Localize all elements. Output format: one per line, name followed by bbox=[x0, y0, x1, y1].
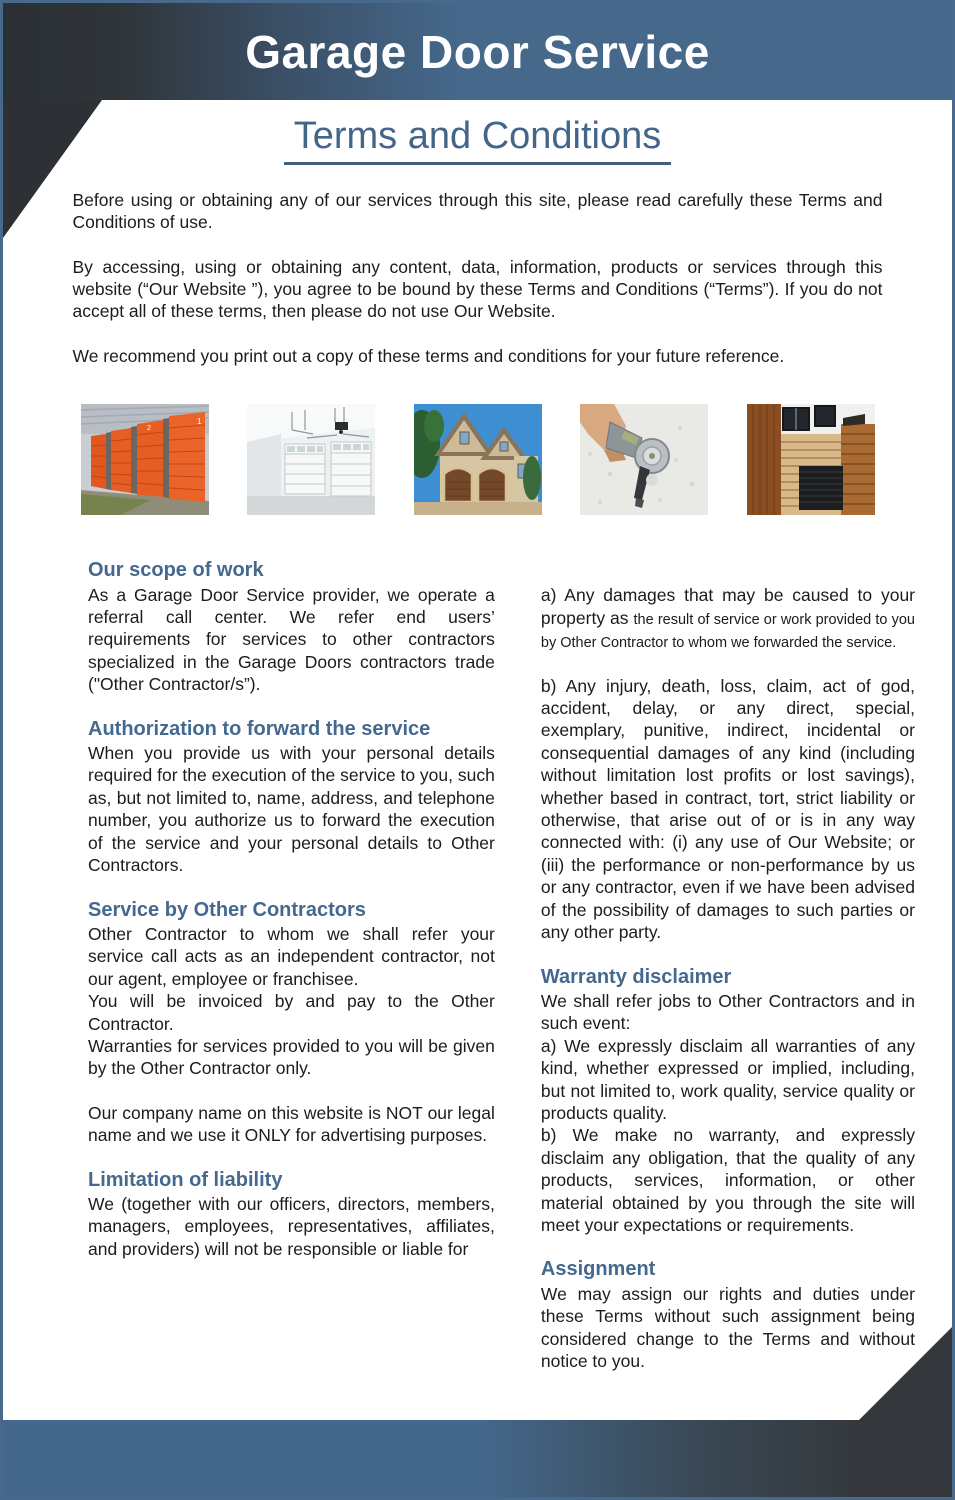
section-heading-authorization: Authorization to forward the service bbox=[88, 717, 431, 740]
right-column bbox=[541, 584, 915, 1372]
scope-paragraph: As a Garage Door Service provider, we operate a referral call center. We refer end users’ requirements for services to other contractors specialized in the Garage Doors contractors trade ("Other Contractor/s”). bbox=[88, 584, 495, 695]
photo-storage-doors bbox=[81, 404, 209, 515]
warranty-line-1: We shall refer jobs to Other Contractors and in such event: bbox=[540, 990, 915, 1034]
section-heading-service-by-others: Service by Other Contractors bbox=[88, 898, 366, 921]
section-heading-warranty: Warranty disclaimer bbox=[540, 965, 732, 988]
section-heading-assignment: Assignment bbox=[540, 1258, 656, 1281]
warranty-line-2: a) We expressly disclaim all warranties of any kind, whether expressed or implied, including, but not limited to, work quality, service quality or products quality. bbox=[540, 1035, 915, 1123]
svg-text:2: 2 bbox=[146, 425, 151, 433]
liability-item-a-lead: a) Any damages that may be caused to your property as bbox=[540, 585, 915, 628]
section-heading-liability: Limitation of liability bbox=[88, 1168, 283, 1191]
section-heading-scope: Our scope of work bbox=[88, 559, 264, 582]
content-area bbox=[3, 100, 952, 1372]
document-heading-wrap bbox=[3, 116, 952, 165]
liability-item-a-rest: the result of service or work provided to you by Other Contractor to whom we forwarded the service. bbox=[540, 611, 915, 651]
photo-house-garage bbox=[414, 404, 542, 515]
intro-paragraph-2: By accessing, using or obtaining any content, data, information, products or services through this website (“Our Website ”), you agree to be bound by these Terms and Conditions (“Terms”). If you do not accept all of these terms, then please do not use Our Website. bbox=[72, 256, 883, 322]
photo-garage-interior bbox=[247, 404, 375, 515]
svg-text:1: 1 bbox=[196, 417, 201, 427]
company-name-paragraph: Our company name on this website is NOT our legal name and we use it ONLY for advertising purposes. bbox=[88, 1102, 495, 1146]
warranty-line-3: b) We make no warranty, and expressly disclaim any obligation, that the quality of any products, services, information, or other material obtained by you through the site will meet your expectations or requirements. bbox=[540, 1125, 915, 1235]
service-by-others-line-2: You will be invoiced by and pay to the Other Contractor. bbox=[88, 991, 495, 1034]
photo-strip bbox=[81, 404, 875, 515]
service-by-others-line-3: Warranties for services provided to you will be given by the Other Contractor only. bbox=[88, 1035, 495, 1079]
intro-paragraph-3: We recommend you print out a copy of these terms and conditions for your future reference. bbox=[72, 345, 785, 366]
header-band bbox=[3, 3, 952, 100]
liability-paragraph: We (together with our officers, directors, members, managers, employees, representatives, affiliates, and providers) will not be responsible or liable for bbox=[88, 1193, 495, 1259]
intro-paragraph-1: Before using or obtaining any of our services through this site, please read carefully these Terms and Conditions of use. bbox=[72, 189, 883, 233]
service-by-others-line-1: Other Contractor to whom we shall refer your service call acts as an independent contractor, not our agent, employee or franchisee. bbox=[88, 923, 495, 989]
authorization-paragraph: When you provide us with your personal details required for the execution of the service to you, such as, but not limited to, name, address, and telephone number, you authorize us to forward the execution of the service and your personal details to Other Contractors. bbox=[88, 743, 495, 876]
liability-item-a bbox=[541, 584, 915, 652]
left-column bbox=[88, 559, 495, 1372]
document-heading: Terms and Conditions bbox=[284, 116, 672, 165]
terms-columns bbox=[88, 559, 915, 1372]
photo-wall-drilling bbox=[580, 404, 708, 515]
page-title: Garage Door Service bbox=[245, 25, 710, 78]
assignment-paragraph: We may assign our rights and duties under these Terms without such assignment being considered change to the Terms and without notice to you. bbox=[540, 1283, 915, 1372]
intro-block bbox=[73, 189, 883, 367]
liability-item-b: b) Any injury, death, loss, claim, act of god, accident, delay, or any direct, special, exemplary, punitive, indirect, incidental or consequential damages of any kind (including without limitation lost profits or lost savings), whether based in contract, tort, strict liability or otherwise, that arise out of or is in any way connected with: (i) any use of Our Website; or (iii) the performance or non-performance by us or any contractor, even if we have been advised of the possibility of damages to such parties or any other party. bbox=[540, 675, 915, 943]
photo-wood-facade bbox=[747, 404, 875, 515]
footer-band bbox=[3, 1420, 952, 1497]
